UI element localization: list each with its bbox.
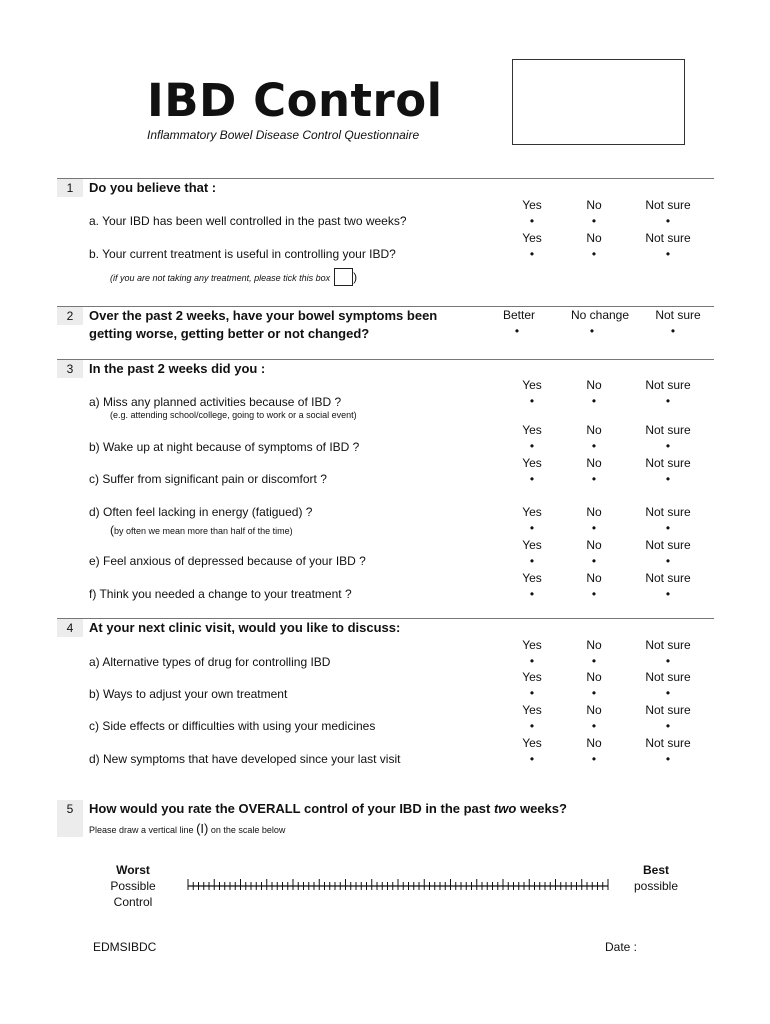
q4a-yes-radio[interactable]: • (529, 654, 535, 668)
q5-instruction-pre: Please draw a vertical line (89, 825, 197, 835)
question-number: 5 (57, 800, 83, 837)
q3f-yes-radio[interactable]: • (529, 587, 535, 601)
q3-item-c: c) Suffer from significant pain or discomfort ? (89, 472, 327, 486)
q2-option-better: Better (502, 308, 535, 322)
q3b-not-sure-radio[interactable]: • (665, 439, 671, 453)
q1b-no-radio[interactable]: • (591, 247, 597, 261)
q3b-option-yes: Yes (522, 423, 542, 437)
q3a-yes-radio[interactable]: • (529, 394, 535, 408)
q1a-option-yes: Yes (522, 198, 542, 212)
q1a-yes-radio[interactable]: • (529, 214, 535, 228)
q4c-not-sure-radio[interactable]: • (665, 719, 671, 733)
q3c-not-sure-radio[interactable]: • (665, 472, 671, 486)
question-heading-line1: Over the past 2 weeks, have your bowel symptoms been (89, 308, 438, 323)
q5-heading-post: weeks? (516, 801, 567, 816)
q4a-option-no: No (586, 638, 602, 652)
worst-line2: Possible (110, 879, 156, 893)
q2-better-radio[interactable]: • (514, 324, 520, 338)
q1b-option-yes: Yes (522, 231, 542, 245)
q4a-option-yes: Yes (522, 638, 542, 652)
q5-instruction (89, 820, 285, 838)
q2-not-sure-radio[interactable]: • (670, 324, 676, 338)
q3f-not-sure-radio[interactable]: • (665, 587, 671, 601)
q2-no-change-radio[interactable]: • (589, 324, 595, 338)
q3d-note-text: by often we mean more than half of the time) (114, 526, 293, 536)
q4d-not-sure-radio[interactable]: • (665, 752, 671, 766)
q3f-option-no: No (586, 571, 602, 585)
q4b-yes-radio[interactable]: • (529, 686, 535, 700)
q3a-option-not-sure: Not sure (645, 378, 691, 392)
q2-option-no-change: No change (570, 308, 630, 322)
worst-line3: Control (113, 895, 153, 909)
q1a-option-not-sure: Not sure (645, 198, 691, 212)
q1b-not-sure-radio[interactable]: • (665, 247, 671, 261)
q4b-option-no: No (586, 670, 602, 684)
q4c-yes-radio[interactable]: • (529, 719, 535, 733)
q5-instruction-post: on the scale below (208, 825, 286, 835)
q1-note-close: ) (353, 270, 358, 285)
q1b-option-no: No (586, 231, 602, 245)
page-subtitle: Inflammatory Bowel Disease Control Questionnaire (147, 128, 420, 142)
q3b-option-not-sure: Not sure (645, 423, 691, 437)
q1-item-a: a. Your IBD has been well controlled in the past two weeks? (89, 214, 407, 228)
q3c-no-radio[interactable]: • (591, 472, 597, 486)
q3a-note: (e.g. attending school/college, going to work or a social event) (110, 410, 357, 420)
q3-item-e: e) Feel anxious of depressed because of your IBD ? (89, 554, 366, 568)
scale-ticks (188, 879, 608, 890)
question-number: 4 (57, 619, 83, 637)
q3d-yes-radio[interactable]: • (529, 521, 535, 535)
q4-item-c: c) Side effects or difficulties with using your medicines (89, 719, 376, 733)
q5-instruction-mark: (I) (196, 821, 209, 836)
q4d-no-radio[interactable]: • (591, 752, 597, 766)
q3e-not-sure-radio[interactable]: • (665, 554, 671, 568)
q4b-option-not-sure: Not sure (645, 670, 691, 684)
q3e-no-radio[interactable]: • (591, 554, 597, 568)
q4b-no-radio[interactable]: • (591, 686, 597, 700)
q3c-option-no: No (586, 456, 602, 470)
q3a-option-yes: Yes (522, 378, 542, 392)
question-number: 1 (57, 179, 83, 197)
patient-label-box[interactable] (512, 59, 685, 145)
worst-line1: Worst (116, 863, 150, 877)
question-heading-line2: getting worse, getting better or not changed? (89, 326, 370, 341)
q3e-option-not-sure: Not sure (645, 538, 691, 552)
q3c-yes-radio[interactable]: • (529, 472, 535, 486)
q4a-option-not-sure: Not sure (645, 638, 691, 652)
q3b-option-no: No (586, 423, 602, 437)
q1a-option-no: No (586, 198, 602, 212)
best-line1: Best (642, 863, 669, 877)
q3-item-a: a) Miss any planned activities because of IBD ? (89, 395, 342, 409)
q2-option-not-sure: Not sure (655, 308, 701, 322)
q3-item-d: d) Often feel lacking in energy (fatigued) ? (89, 505, 313, 519)
best-line2: possible (633, 879, 679, 893)
q1-item-b: b. Your current treatment is useful in controlling your IBD? (89, 247, 396, 261)
q1a-not-sure-radio[interactable]: • (665, 214, 671, 228)
q3f-option-yes: Yes (522, 571, 542, 585)
date-label: Date : (605, 940, 638, 954)
q1a-no-radio[interactable]: • (591, 214, 597, 228)
q4d-option-not-sure: Not sure (645, 736, 691, 750)
question-heading: At your next clinic visit, would you like to discuss: (89, 620, 401, 635)
q5-heading-pre: How would you rate the OVERALL control of your IBD in the past (89, 801, 494, 816)
q3d-option-yes: Yes (522, 505, 542, 519)
q3-item-f: f) Think you needed a change to your treatment ? (89, 587, 352, 601)
q3d-option-no: No (586, 505, 602, 519)
question-heading: Do you believe that : (89, 180, 217, 195)
q3d-note (110, 521, 293, 539)
q4b-not-sure-radio[interactable]: • (665, 686, 671, 700)
q3d-option-not-sure: Not sure (645, 505, 691, 519)
scale-best-label (624, 862, 688, 894)
q4d-option-no: No (586, 736, 602, 750)
q4d-option-yes: Yes (522, 736, 542, 750)
q1-treatment-note (110, 268, 357, 286)
q4-item-a: a) Alternative types of drug for controlling IBD (89, 655, 331, 669)
q4c-option-not-sure: Not sure (645, 703, 691, 717)
q5-heading (89, 800, 567, 818)
control-rating-scale[interactable] (186, 876, 612, 894)
q3d-note-paren: ( (110, 523, 114, 537)
q4-item-d: d) New symptoms that have developed since your last visit (89, 752, 401, 766)
q1-note-text: (if you are not taking any treatment, please tick this box (110, 273, 331, 284)
q3d-not-sure-radio[interactable]: • (665, 521, 671, 535)
q3e-option-yes: Yes (522, 538, 542, 552)
q3a-option-no: No (586, 378, 602, 392)
q3e-yes-radio[interactable]: • (529, 554, 535, 568)
q4a-not-sure-radio[interactable]: • (665, 654, 671, 668)
q4c-option-yes: Yes (522, 703, 542, 717)
question-number: 2 (57, 307, 83, 325)
q4c-option-no: No (586, 703, 602, 717)
q4d-yes-radio[interactable]: • (529, 752, 535, 766)
q3d-no-radio[interactable]: • (591, 521, 597, 535)
q5-heading-em: two (493, 801, 517, 816)
q3a-no-radio[interactable]: • (591, 394, 597, 408)
q1b-option-not-sure: Not sure (645, 231, 691, 245)
q3b-no-radio[interactable]: • (591, 439, 597, 453)
q3f-no-radio[interactable]: • (591, 587, 597, 601)
q3-item-b: b) Wake up at night because of symptoms of IBD ? (89, 440, 360, 454)
q3a-not-sure-radio[interactable]: • (665, 394, 671, 408)
question-number: 3 (57, 360, 83, 378)
scale-worst-label (100, 862, 166, 910)
q4b-option-yes: Yes (522, 670, 542, 684)
q3c-option-not-sure: Not sure (645, 456, 691, 470)
q4c-no-radio[interactable]: • (591, 719, 597, 733)
q1b-yes-radio[interactable]: • (529, 247, 535, 261)
q4-item-b: b) Ways to adjust your own treatment (89, 687, 288, 701)
question-heading: In the past 2 weeks did you : (89, 361, 266, 376)
q4a-no-radio[interactable]: • (591, 654, 597, 668)
no-treatment-checkbox[interactable] (334, 268, 353, 286)
q3e-option-no: No (586, 538, 602, 552)
q3f-option-not-sure: Not sure (645, 571, 691, 585)
form-code: EDMSIBDC (93, 940, 157, 954)
page-title: IBD Control (147, 74, 443, 127)
q3b-yes-radio[interactable]: • (529, 439, 535, 453)
q3c-option-yes: Yes (522, 456, 542, 470)
